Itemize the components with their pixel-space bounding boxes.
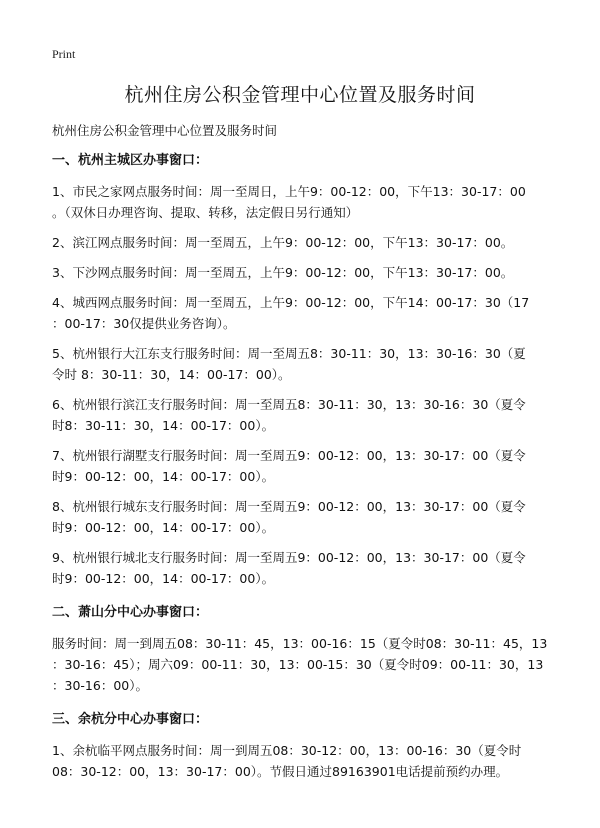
item-text-line: 服务时间：周一到周五08：30-11：45，13：00-16：15（夏令时08：30-11：45，13	[52, 636, 548, 651]
list-item	[52, 232, 552, 253]
item-text-line: 时9：00-12：00，14：00-17：00）。	[52, 571, 275, 586]
item-text-line: 7、杭州银行湖墅支行服务时间：周一至周五9：00-12：00，13：30-17：00（夏令	[52, 448, 526, 463]
item-text-line: 08：30-12：00，13：30-17：00）。节假日通过89163901电话提前预约办理。	[52, 764, 509, 779]
section-heading: 二、萧山分中心办事窗口：	[52, 605, 209, 620]
item-text-line: 5、杭州银行大江东支行服务时间：周一至周五8：30-11：30，13：30-16：30（夏	[52, 346, 526, 361]
list-item	[52, 181, 552, 223]
item-text-line: 8、杭州银行城东支行服务时间：周一至周五9：00-12：00，13：30-17：00（夏令	[52, 499, 526, 514]
list-item	[52, 394, 552, 436]
item-text-line: 3、下沙网点服务时间：周一至周五，上午9：00-12：00，下午13：30-17：00。	[52, 265, 514, 280]
item-text-line: 1、市民之家网点服务时间：周一至周日，上午9：00-12：00，下午13：30-17：00	[52, 184, 526, 199]
item-text-line: 9、杭州银行城北支行服务时间：周一至周五9：00-12：00，13：30-17：00（夏令	[52, 550, 526, 565]
item-text-line: 。（双休日办理咨询、提取、转移，法定假日另行通知）	[52, 205, 359, 220]
item-text-line: 6、杭州银行滨江支行服务时间：周一至周五8：30-11：30，13：30-16：30（夏令	[52, 397, 526, 412]
section-xiaoshan	[52, 602, 552, 696]
page-title: 杭州住房公积金管理中心位置及服务时间	[124, 84, 476, 106]
item-text-line: 2、滨江网点服务时间：周一至周五，上午9：00-12：00，下午13：30-17：00。	[52, 235, 514, 250]
item-text-line: ：30-16：00）。	[52, 678, 148, 693]
list-item	[52, 633, 552, 696]
section-main-city	[52, 150, 552, 589]
list-item	[52, 740, 552, 782]
list-item	[52, 547, 552, 589]
item-text-line: 1、余杭临平网点服务时间：周一到周五08：30-12：00，13：00-16：30（夏令时	[52, 743, 522, 758]
list-item	[52, 445, 552, 487]
item-text-line: 时9：00-12：00，14：00-17：00）。	[52, 469, 275, 484]
item-text-line: 令时 8：30-11：30，14：00-17：00）。	[52, 367, 291, 382]
list-item	[52, 496, 552, 538]
item-text-line: 时9：00-12：00，14：00-17：00）。	[52, 520, 275, 535]
item-text-line: ：30-16：45）；周六09：00-11：30，13：00-15：30（夏令时09：00-11：30，13	[52, 657, 544, 672]
page-subtitle: 杭州住房公积金管理中心位置及服务时间	[52, 123, 278, 138]
print-link[interactable]: Print	[52, 47, 76, 61]
section-yuhang	[52, 709, 552, 782]
item-text-line: ：00-17：30仅提供业务咨询）。	[52, 316, 236, 331]
list-item	[52, 292, 552, 334]
document-body	[52, 150, 552, 791]
item-text-line: 时8：30-11：30，14：00-17：00）。	[52, 418, 275, 433]
list-item	[52, 343, 552, 385]
section-heading: 三、余杭分中心办事窗口：	[52, 712, 209, 727]
section-heading: 一、杭州主城区办事窗口：	[52, 153, 209, 168]
item-text-line: 4、城西网点服务时间：周一至周五，上午9：00-12：00，下午14：00-17：30（17	[52, 295, 530, 310]
list-item	[52, 262, 552, 283]
